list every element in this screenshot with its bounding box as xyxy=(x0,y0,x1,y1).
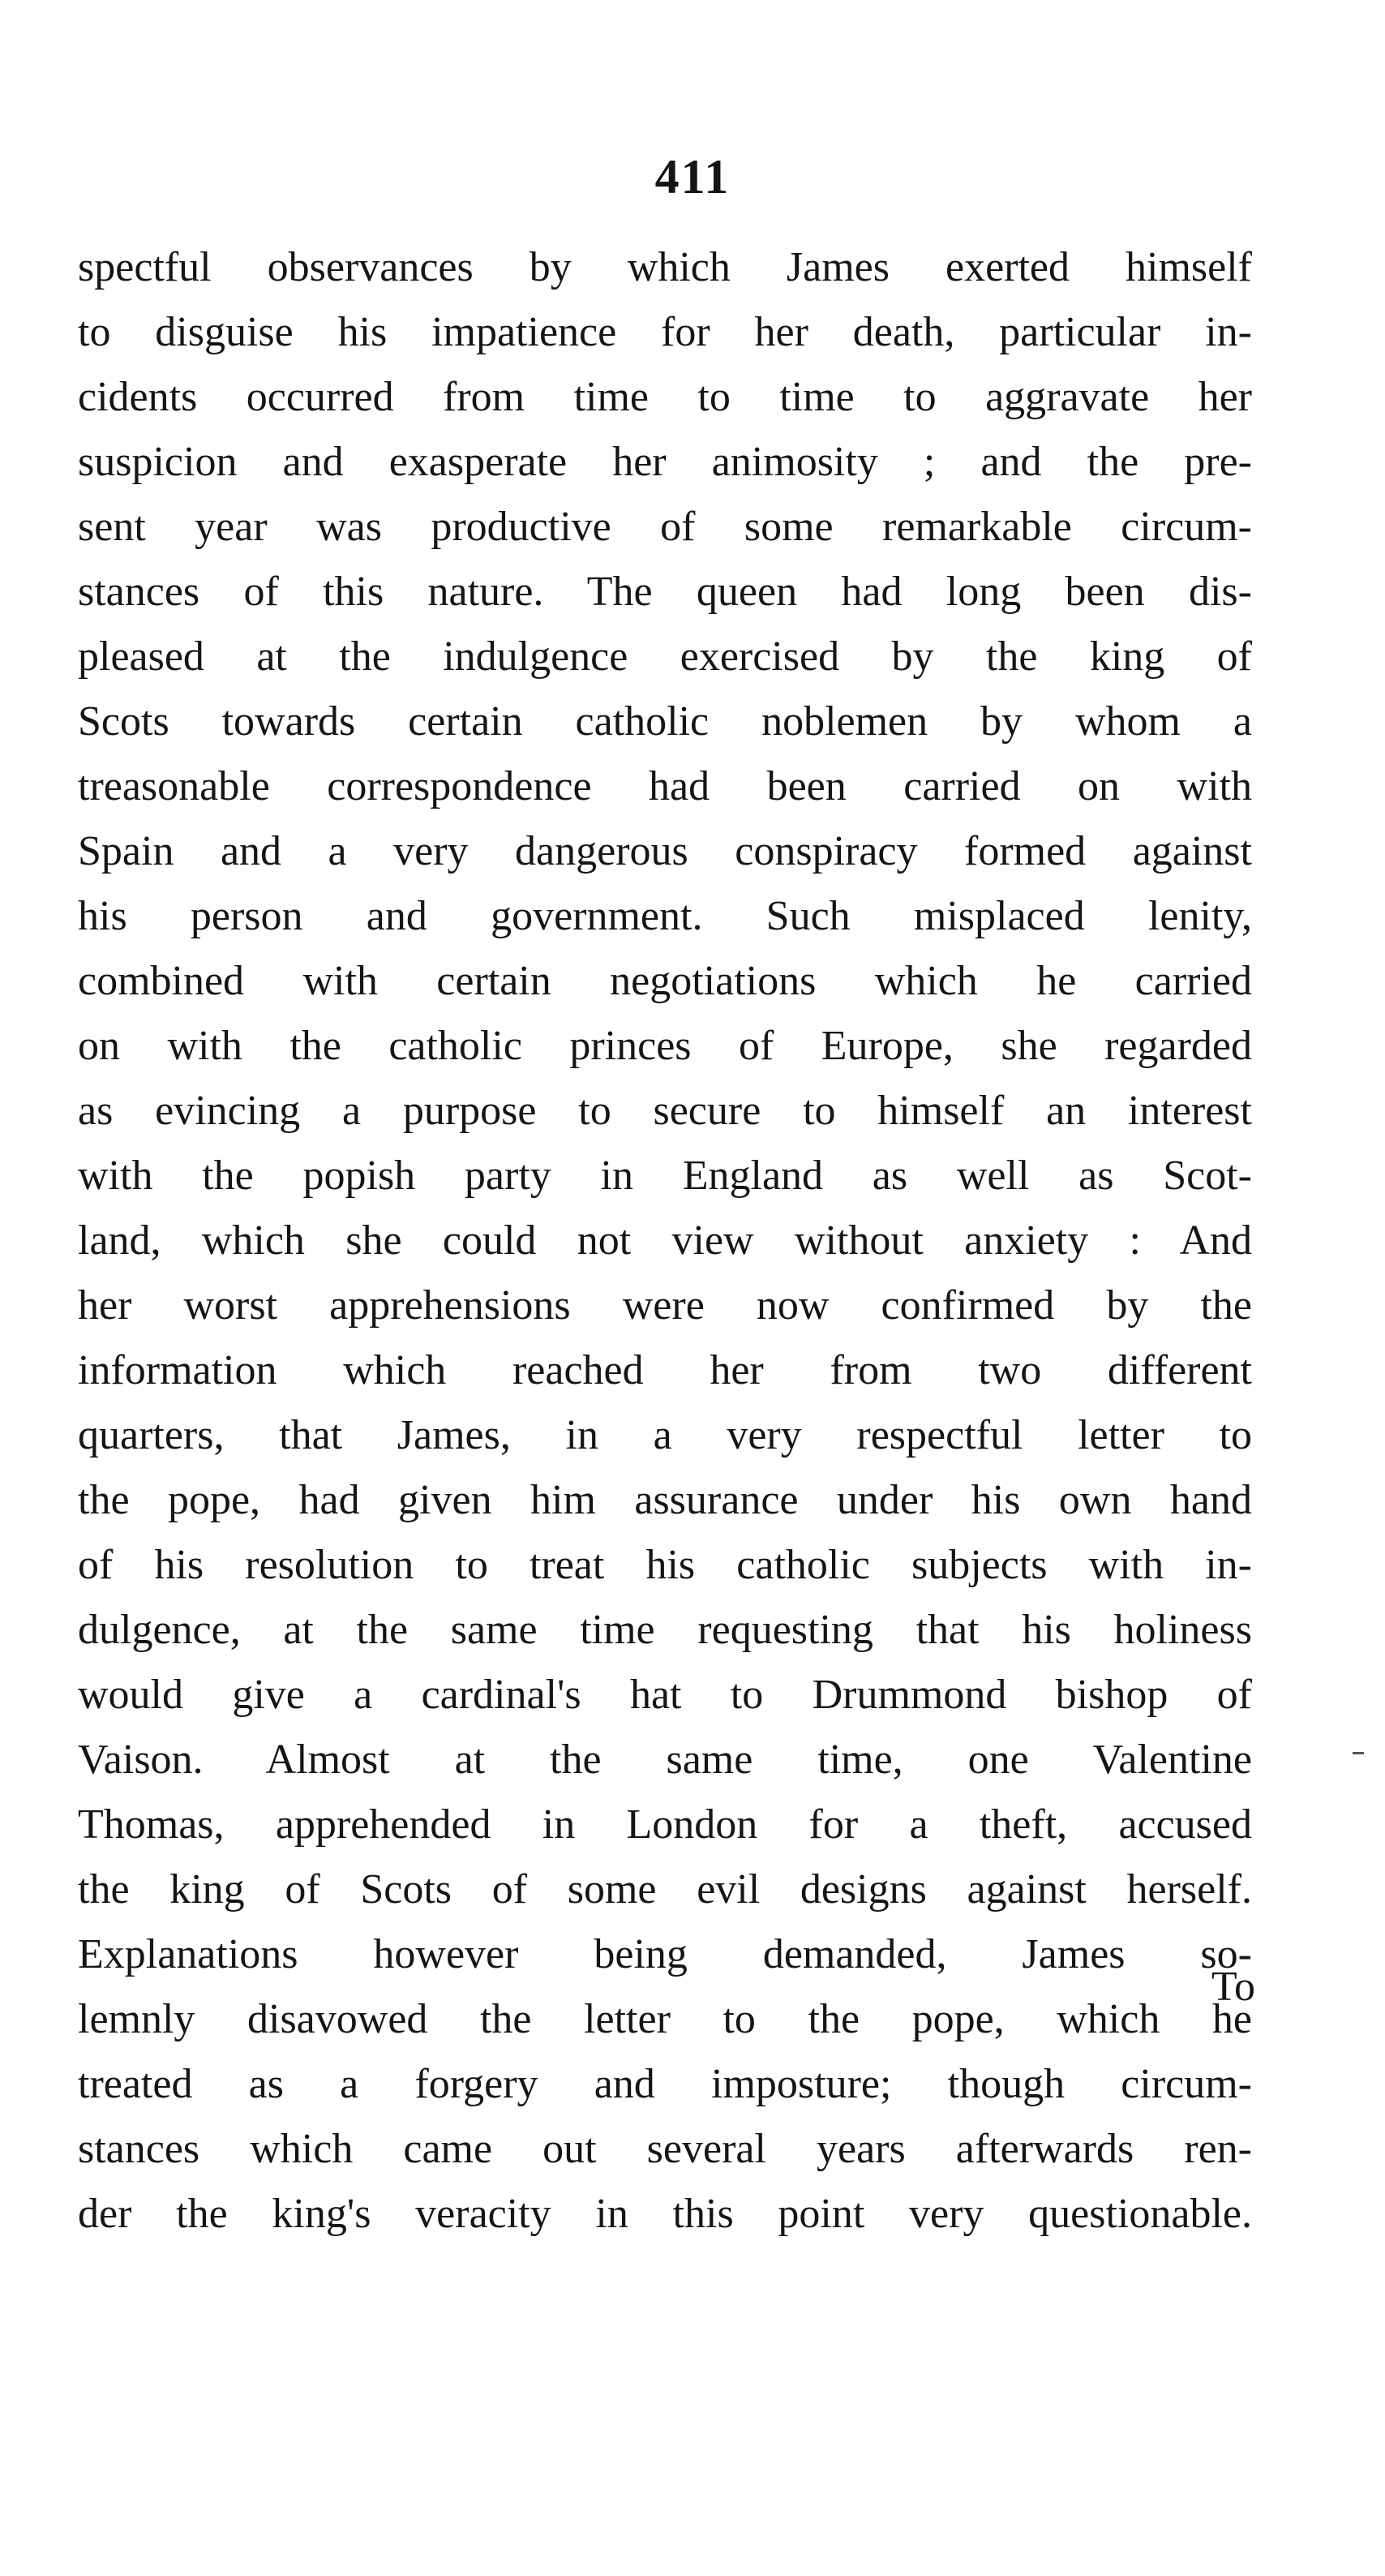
text-line: information which reached her from two different xyxy=(78,1347,1252,1393)
text-line: dulgence, at the same time requesting that his holiness xyxy=(78,1607,1252,1653)
text-line: would give a cardinal's hat to Drummond bishop of xyxy=(78,1672,1252,1718)
catchword: To xyxy=(1211,1964,1255,2010)
text-line: Explanations however being demanded, James so- xyxy=(78,1931,1252,1977)
text-line: the pope, had given him assurance under his own hand xyxy=(78,1477,1252,1523)
text-line: Spain and a very dangerous conspiracy formed against xyxy=(78,828,1252,874)
text-line: of his resolution to treat his catholic subjects with in- xyxy=(78,1542,1252,1588)
page-number: 411 xyxy=(654,150,731,204)
text-line: quarters, that James, in a very respectful letter to xyxy=(78,1412,1252,1458)
text-line: Vaison. Almost at the same time, one Valentine xyxy=(78,1737,1252,1783)
text-line: with the popish party in England as well as Scot- xyxy=(78,1153,1252,1199)
text-line: cidents occurred from time to time to aggravate her xyxy=(78,374,1252,420)
text-line: suspicion and exasperate her animosity ; and the pre- xyxy=(78,439,1252,485)
text-line: der the king's veracity in this point very questionable. xyxy=(78,2191,1252,2237)
body-text xyxy=(78,235,1252,2247)
text-line: combined with certain negotiations which he carried xyxy=(78,958,1252,1004)
text-line: sent year was productive of some remarkable circum- xyxy=(78,504,1252,550)
text-line: her worst apprehensions were now confirmed by the xyxy=(78,1282,1252,1329)
margin-mark xyxy=(1353,1752,1364,1754)
text-line: treated as a forgery and imposture; though circum- xyxy=(78,2061,1252,2107)
text-line: pleased at the indulgence exercised by the king of xyxy=(78,633,1252,680)
text-line: stances which came out several years afterwards ren- xyxy=(78,2126,1252,2172)
text-line: Scots towards certain catholic noblemen by whom a xyxy=(78,698,1252,745)
text-line: the king of Scots of some evil designs against herself. xyxy=(78,1866,1252,1913)
text-line: spectful observances by which James exerted himself xyxy=(78,244,1252,290)
text-line: land, which she could not view without anxiety : And xyxy=(78,1217,1252,1264)
text-line: stances of this nature. The queen had long been dis- xyxy=(78,569,1252,615)
text-line: to disguise his impatience for her death, particular in- xyxy=(78,309,1252,355)
text-line: Thomas, apprehended in London for a theft, accused xyxy=(78,1801,1252,1848)
text-line: lemnly disavowed the letter to the pope, which he xyxy=(78,1996,1252,2042)
text-line: treasonable correspondence had been carried on with xyxy=(78,763,1252,809)
text-line: his person and government. Such misplaced lenity, xyxy=(78,893,1252,939)
text-line: as evincing a purpose to secure to himself an interest xyxy=(78,1088,1252,1134)
text-line: on with the catholic princes of Europe, she regarded xyxy=(78,1023,1252,1069)
